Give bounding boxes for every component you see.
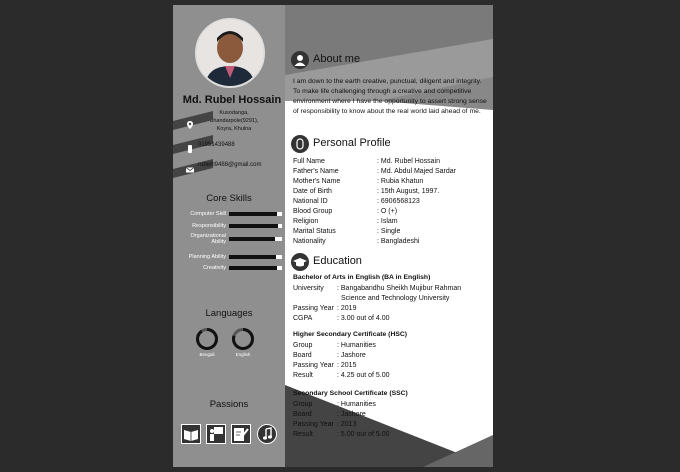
music-icon — [257, 424, 277, 444]
book-icon — [181, 424, 201, 444]
skill-label: Planning Ability — [188, 254, 226, 260]
language-label: English — [235, 352, 251, 357]
passions-title: Passions — [209, 399, 249, 410]
address: Kusodanga, Bhandarpole(9291), Koyra, Khulna — [209, 110, 259, 132]
language-english — [231, 327, 255, 357]
sidebar — [173, 5, 285, 467]
skill-bar — [229, 212, 282, 216]
location-icon — [185, 117, 195, 127]
about-title: About me — [313, 53, 361, 65]
avatar — [195, 18, 265, 88]
person-icon — [291, 51, 309, 69]
profile-icon — [291, 135, 309, 153]
teaching-icon — [206, 424, 226, 444]
language-ring — [195, 327, 219, 351]
graduation-cap-icon — [291, 253, 309, 271]
about-text: I am down to the earth creative, punctual, diligent and integrity. To make life challenging through a creative and competitive environment where I have the opportunity to assert strong sense of responsibility to know about the real world laid ahead of me. — [293, 78, 487, 115]
profile-name: Md. Rubel Hossain — [182, 94, 282, 106]
skill-bar-fill — [229, 224, 278, 228]
languages-title: Languages — [205, 308, 253, 319]
skill-bar-fill — [229, 266, 277, 270]
skill-row — [177, 263, 281, 275]
email-icon — [185, 162, 195, 172]
language-label: Bengali — [199, 352, 215, 357]
skill-bar — [229, 255, 282, 259]
core-skills-title: Core Skills — [206, 193, 252, 204]
skill-label: Responsibility — [192, 223, 226, 229]
skill-bar-fill — [229, 255, 276, 259]
skill-row — [177, 221, 281, 233]
education-title: Education — [313, 255, 362, 267]
email-address: rubelh9488@gmail.com — [198, 162, 262, 168]
skill-row — [177, 209, 281, 221]
skill-label: Organizational Ability — [190, 233, 226, 245]
skill-row — [177, 234, 281, 246]
phone-number: 01951439488 — [198, 142, 235, 148]
skill-bar — [229, 224, 282, 228]
language-bengali — [195, 327, 219, 357]
skill-bar — [229, 237, 282, 241]
resume-page: Md. Rubel Hossain Kusodanga, Bhandarpole(9291), Koyra, Khulna 01951439488 rubelh9488@gmail.com Core Skills Computer Skill Responsibility Organizational Ability Planning Ability Creativity Languages Bengali English Passions About me I am down to the earth creative, punctual, diligent and integrity. To make life challenging through a creative and competitive environment where I have the opportunity to assert strong sense of responsibility to know about the real world laid ahead of me. Personal Profile Full Name : Md. Rubel Hossain Father's Name : Md. Abdul Majed Sardar Mother's Name : Rubia Khatun Date of Birth : 15th August, 1997. National ID : 6906568123 Blood Group : O (+) Religion : Islam Marital Status : Single Nationality : Bangladeshi Education Bachelor of Arts in English (BA in English) University : Bangabandhu Sheikh Mujibur Rahman Science and Technology University Passing Year : 2019 CGPA : 3.00 out of 4.00 Higher Secondary Certificate (HSC) Group : Humanities Board : Jashore Passing Year : 2015 Result : 4.25 out of 5.00 Secondary School Certificate (SSC) Group : Humanities Board : Jashore Passing Year : 2013 Result : 5.00 out of 5.00 — [173, 5, 493, 467]
writing-icon — [231, 424, 251, 444]
skill-bar — [229, 266, 282, 270]
skill-bar-fill — [229, 237, 275, 241]
phone-icon — [185, 141, 195, 151]
skill-label: Computer Skill — [190, 211, 226, 217]
skill-label: Creativity — [203, 265, 226, 271]
language-ring — [231, 327, 255, 351]
language-ring-fill — [198, 330, 217, 349]
personal-title: Personal Profile — [313, 137, 391, 149]
skill-bar-fill — [229, 212, 277, 216]
